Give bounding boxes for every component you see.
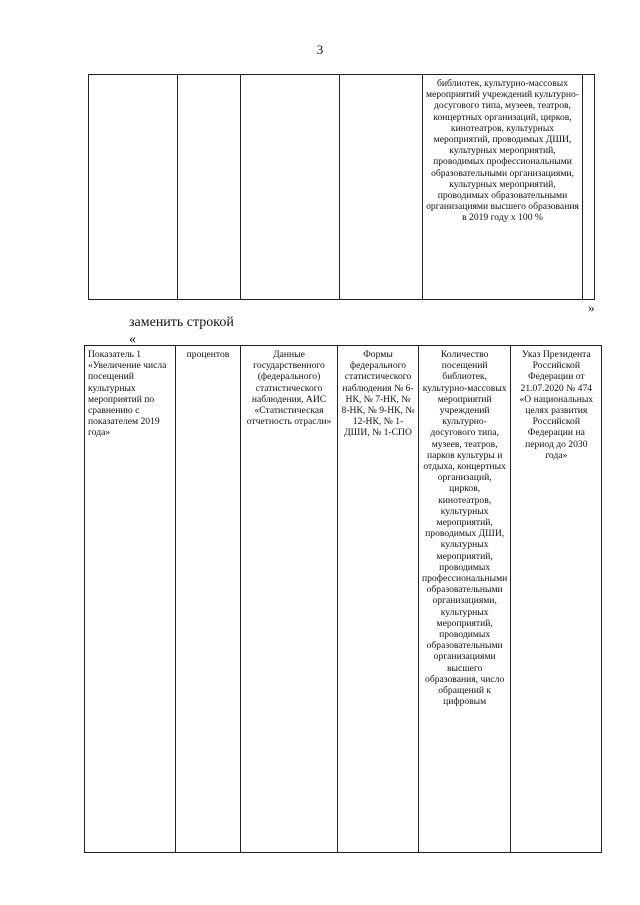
empty-cell	[340, 75, 423, 300]
empty-cell	[89, 75, 178, 300]
page-number: 3	[316, 42, 324, 57]
forms-cell: Формы федерального статистического наблюдения № 6-НК, № 7-НК, № 8-НК, № 9-НК, № 12-НК, № 1-ДШИ, № 1-СПО	[338, 346, 419, 853]
table-row	[89, 75, 595, 300]
closing-quote: »	[588, 300, 595, 315]
replace-instruction: заменить строкой	[129, 315, 234, 330]
source-cell: Данные государственного (федерального) статистического наблюдения, АИС «Статистическая отчетность отрасли»	[241, 346, 338, 853]
opening-quote: «	[129, 332, 136, 347]
empty-cell	[583, 75, 595, 300]
top-table-fragment	[88, 74, 595, 300]
unit-cell: процентов	[176, 346, 241, 853]
indicator-cell: Показатель 1 «Увеличение числа посещений культурных мероприятий по сравнению с показателем 2019 года»	[85, 346, 176, 853]
method-cell: библиотек, культурно-массовых мероприятий учреждений культурно-досугового типа, музеев, театров, концертных организаций, цирков, кинотеатров, культурных мероприятий, проводимых ДШИ, культурных мероприятий, проводимых профессиональными образовательными организациями, культурных мероприятий, проводимых образовательными организациями высшего образования в 2019 году х 100 %	[423, 75, 583, 300]
empty-cell	[241, 75, 340, 300]
basis-cell: Указ Президента Российской Федерации от 21.07.2020 № 474 «О национальных целях развития Российской Федерации на период до 2030 года»	[511, 346, 602, 853]
table-row	[85, 346, 602, 853]
replacement-table	[84, 345, 602, 853]
method-cell: Количество посещений библиотек, культурно-массовых мероприятий учреждений культурно-досугового типа, музеев, театров, парков культуры и отдыха, концертных организаций, цирков, кинотеатров, культурных мероприятий, проводимых ДШИ, культурных мероприятий, проводимых профессиональными образовательными организациями, культурных мероприятий, проводимых образовательными организациями высшего образования, число обращений к цифровым	[419, 346, 511, 853]
empty-cell	[178, 75, 241, 300]
